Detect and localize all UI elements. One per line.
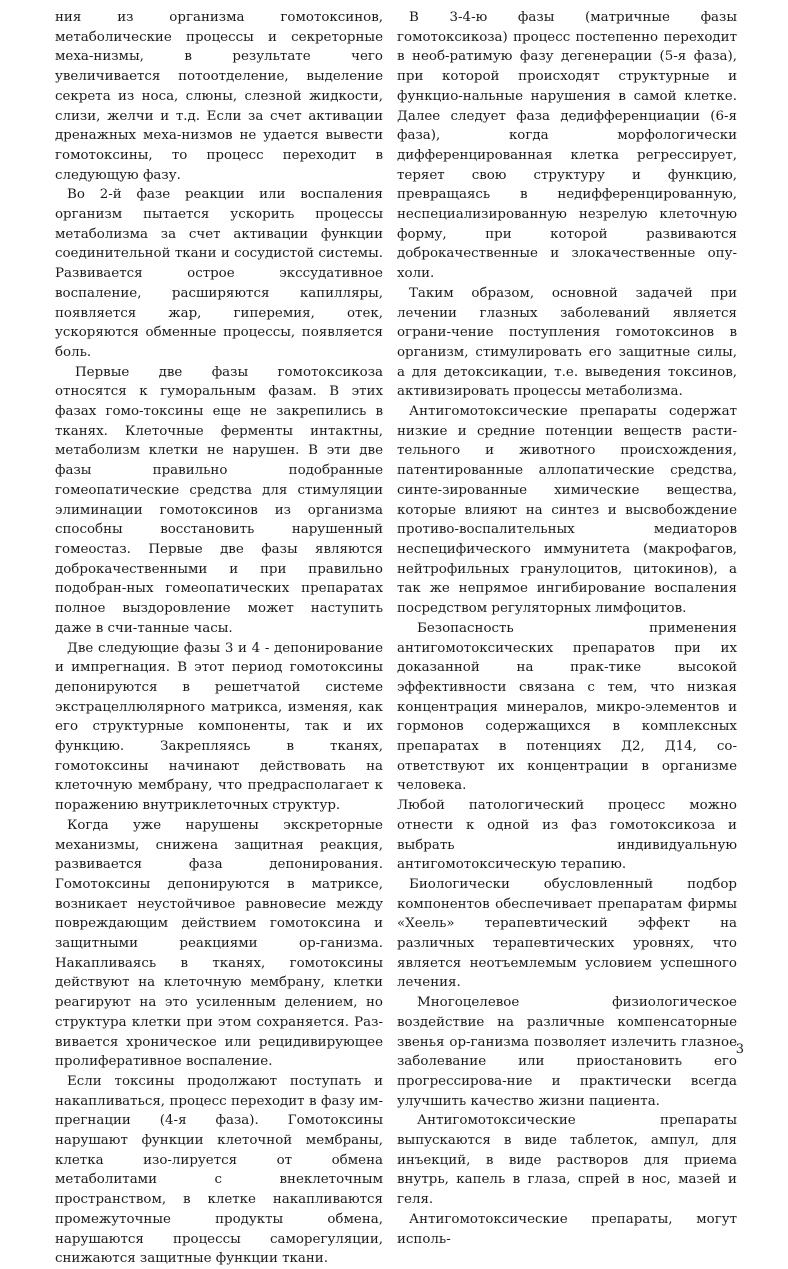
paragraph: Когда уже нарушены экскреторные механизмы, снижена защитная реакция, развивается фаза депонирования. Гомотоксины депонируются в матриксе, возникает неустойчивое равновесие между повреждающим действием гомотоксина и защитными реакциями ор-ганизма. Накапливаясь в тканях, гомотоксины действуют на клеточную мембрану, клетки реагируют на это усиленным делением, но структура клетки при этом сохраняется. Раз-вивается хроническое или рецидивирующее пролиферативное воспаление. [55, 817, 383, 1070]
paragraph: Первые две фазы гомотоксикоза относятся к гуморальным фазам. В этих фазах гомо-токсины еще не закрепились в тканях. Клеточные ферменты интактны, метаболизм клетки не нарушен. В эти две фазы правильно подобранные гомеопатические средства для стимуляции элиминации гомотоксинов из организма способны восстановить нарушенный гомеостаз. Первые две фазы являются доброкачественными и при правильно подобран-ных гомеопатических препаратах полное выздоровление может наступить даже в счи-танные часы. [55, 364, 383, 636]
paragraph: В 3-4-ю фазы (матричные фазы гомотоксикоза) процесс постепенно переходит в необ-ратимую фазу дегенерации (5-я фаза), при которой происходят структурные и функцио-нальные нарушения в самой клетке. Далее следует фаза дедифференциации (6-я фаза), когда морфологически дифференцированная клетка регрессирует, теряет свою структуру и функцию, превращаясь в недифференцированную, неспециализированную незрелую клеточную форму, при которой развиваются доброкачественные и злокачественные опу-холи. [397, 10, 737, 282]
paragraph: Биологически обусловленный подбор компонентов обеспечивает препаратам фирмы «Хеель» терапевтический эффект на различных терапевтических уровнях, что является неотъемлемым условием успешного лечения. [397, 876, 737, 991]
paragraph: Многоцелевое физиологическое воздействие на различные компенсаторные звенья ор-ганизма позволяет излечить глазное заболевание или приостановить его прогрессирова-ние и практически всегда улучшить качество жизни пациента. [397, 995, 737, 1109]
right-column [397, 8, 737, 1249]
paragraph: Если токсины продолжают поступать и накапливаться, процесс переходит в фазу им-прегнации (4-я фаза). Гомотоксины нарушают функции клеточной мембраны, клетка изо-лируется от обмена метаболитами с внеклеточным пространством, в клетке накапливаются промежуточные продукты обмена, нарушаются процессы саморегуляции, снижаются защитные функции ткани. [55, 1073, 383, 1267]
paragraph: Две следующие фазы 3 и 4 - депонирование и импрегнация. В этот период гомотоксины депонируются в решетчатой системе экстрацеллюлярного матрикса, изменяя, как его структурные компоненты, так и их функцию. Закрепляясь в тканях, гомотоксины начинают действовать на клеточную мембрану, что предрасполагает к поражению внутриклеточных структур. [55, 640, 383, 814]
paragraph: Во 2-й фазе реакции или воспаления организм пытается ускорить процессы метаболизма за счет активации функции соединительной ткани и сосудистой системы. Развивается острое экссудативное воспаление, расширяются капилляры, появляется жар, гиперемия, отек, ускоряются обменные процессы, появляется боль. [55, 187, 383, 360]
paragraph: Таким образом, основной задачей при лечении глазных заболеваний является ограни-чение поступления гомотоксинов в организм, стимулировать его защитные силы, а для детоксикации, т.е. выведения токсинов, активизировать процессы метаболизма. [397, 285, 737, 400]
paragraph: Антигомотоксические препараты выпускаются в виде таблеток, ампул, для инъекций, в виде растворов для приема внутрь, капель в глаза, спрей в нос, мазей и геля. [397, 1113, 737, 1208]
paragraph: Любой патологический процесс можно отнести к одной из фаз гомотоксикоза и выбрать индивидуальную антигомотоксическую терапию. [397, 798, 737, 873]
paragraph: Антигомотоксические препараты, могут исполь- [397, 1211, 737, 1247]
page-number: 3 [735, 1042, 744, 1057]
paragraph: Безопасность применения антигомотоксических препаратов при их доказанной на прак-тике высокой эффективности связана с тем, что низкая концентрация минералов, микро-элементов и гормонов содержащихся в комплексных препаратах в потенциях Д2, Д14, со-ответствуют их концентрации в организме человека. [397, 620, 737, 794]
paragraph: ния из организма гомотоксинов, метаболические процессы и секреторные меха-низмы, в результате чего увеличивается потоотделение, выделение секрета из носа, слюны, слезной жидкости, слизи, желчи и т.д. Если за счет активации дренажных меха-низмов не удается вывести гомотоксины, то процесс переходит в следующую фазу. [55, 10, 383, 183]
paragraph: Антигомотоксические препараты содержат низкие и средние потенции веществ расти-тельного и животного происхождения, патентированные аллопатические средства, синте-зированные химические вещества, которые влияют на синтез и высвобождение противо-воспалительных медиаторов неспецифического иммунитета (макрофагов, нейтрофильных гранулоцитов, цитокинов), а так же непрямое ингибирование воспаления посредством регуляторных лимфоцитов. [397, 404, 737, 617]
